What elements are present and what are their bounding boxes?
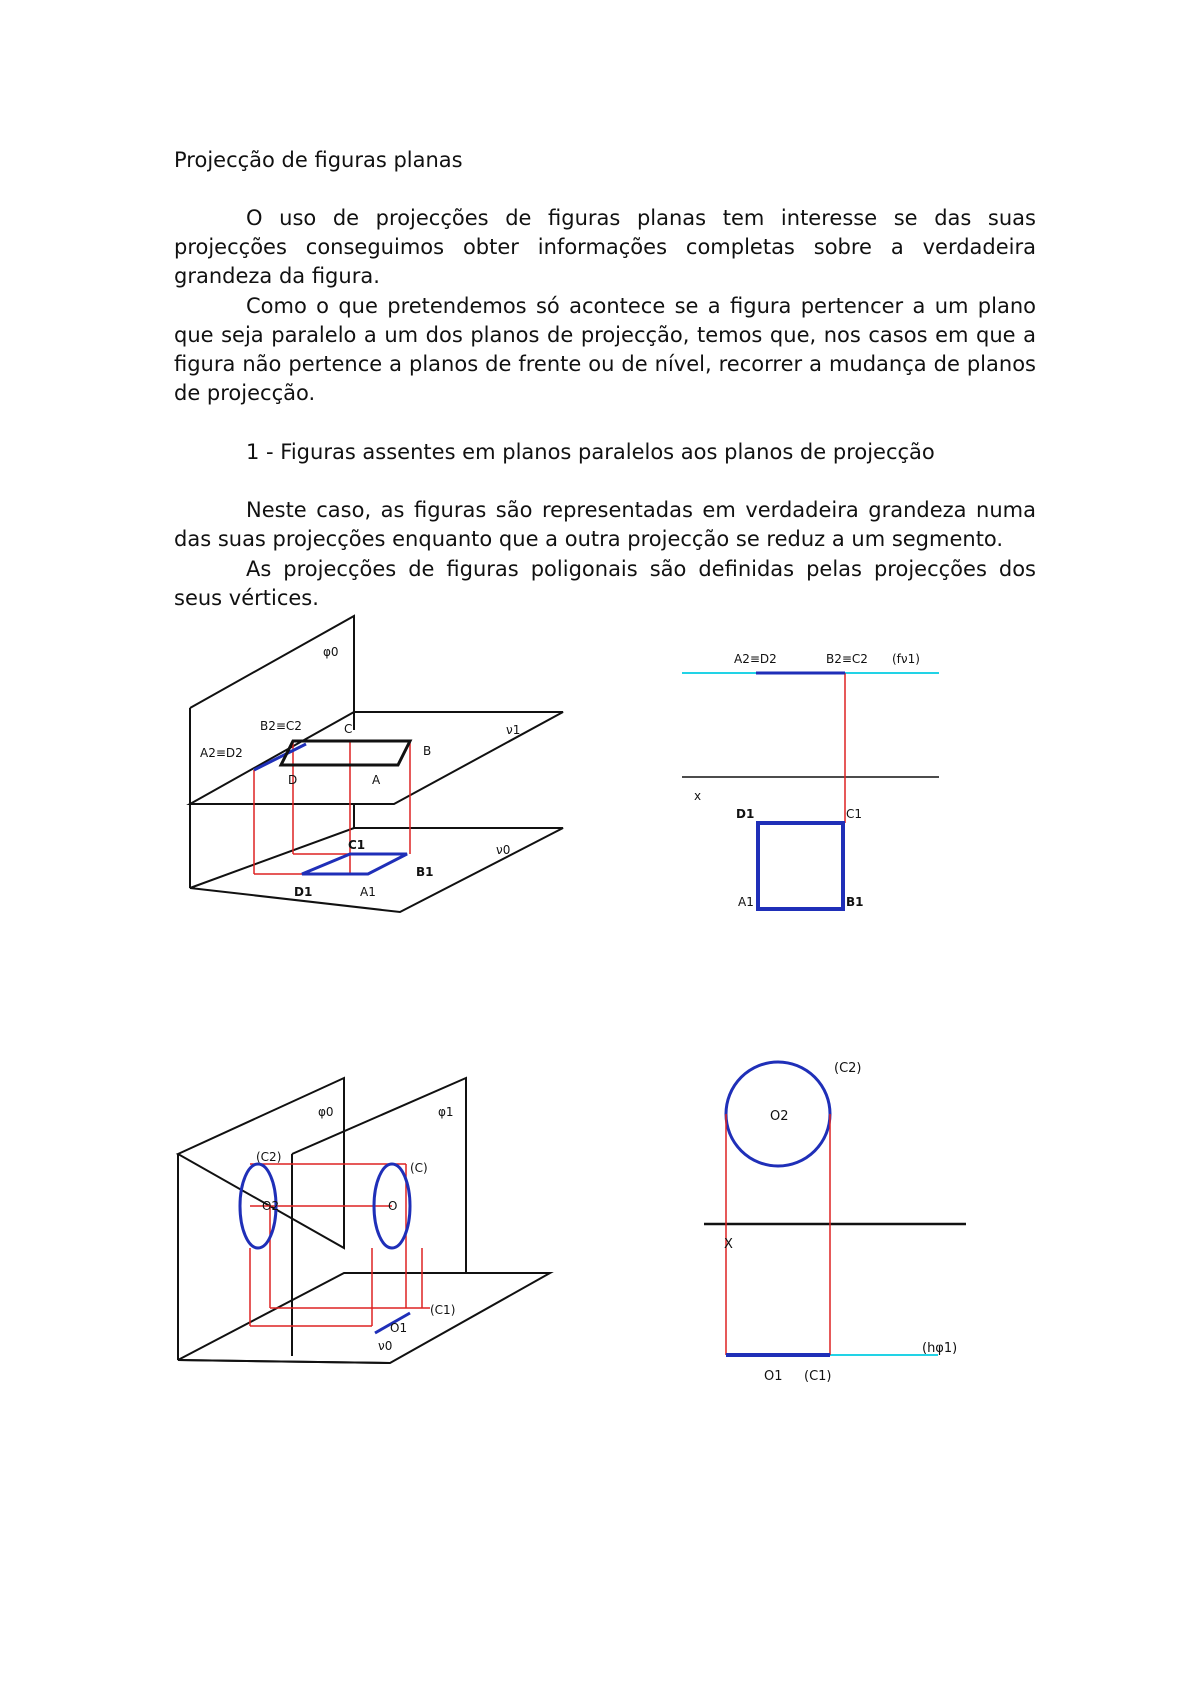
label-x: X	[724, 1237, 733, 1252]
label-nu1: ν1	[506, 723, 521, 737]
label-a2d2: A2≡D2	[734, 652, 777, 666]
label-c1: (C1)	[430, 1303, 456, 1317]
label-a1: A1	[738, 895, 754, 909]
square-horizontal-projection	[302, 854, 407, 874]
label-nu0: ν0	[496, 843, 511, 857]
paragraph-true-size: Neste caso, as figuras são representadas em verdadeira grandeza numa das suas projecções enquanto que a outra projecção se reduz a um segmento.	[174, 498, 1036, 551]
label-c: C	[344, 722, 353, 736]
label-d1: D1	[736, 807, 755, 821]
paragraph-parallel-planes: Como o que pretendemos só acontece se a figura pertencer a um plano que seja paralelo a um dos planos de projecção, temos que, nos casos em que a figura não pertence a planos de frente ou de nível, recorrer a mudança de planos de projecção.	[174, 294, 1036, 405]
section-heading: 1 - Figuras assentes em planos paralelos aos planos de projecção	[246, 440, 935, 464]
plane-edge-link	[178, 1360, 390, 1363]
label-b1: B1	[846, 895, 864, 909]
label-c1: (C1)	[804, 1369, 832, 1384]
label-nu0: ν0	[378, 1339, 393, 1353]
label-c2: (C2)	[834, 1061, 862, 1076]
label-phi0: φ0	[323, 645, 339, 659]
square-horizontal-projection	[758, 823, 843, 909]
figure-circle-orthographic	[698, 1050, 978, 1390]
label-o1: O1	[764, 1369, 783, 1384]
label-b: B	[423, 744, 432, 758]
frontal-plane-phi0	[190, 616, 354, 730]
label-x: x	[694, 789, 702, 803]
label-o1: O1	[390, 1321, 408, 1335]
figure-circle-3d	[170, 1058, 562, 1370]
label-c2: (C2)	[256, 1150, 282, 1164]
page-title: Projecção de figuras planas	[174, 148, 463, 172]
label-fnu1: (fν1)	[892, 652, 920, 666]
paragraph-intro: O uso de projecções de figuras planas tem interesse se das suas projecções conseguimos obter informações completas sobre a verdadeira grandeza da figura.	[174, 206, 1036, 288]
horizontal-plane-nu0	[178, 1273, 550, 1363]
label-c1: C1	[348, 838, 366, 852]
label-a1: A1	[360, 885, 376, 899]
label-d: D	[288, 773, 298, 787]
label-b2c2: B2≡C2	[826, 652, 868, 666]
label-a2d2: A2≡D2	[200, 746, 243, 760]
label-phi0: φ0	[318, 1105, 334, 1119]
label-phi1: φ1	[438, 1105, 454, 1119]
paragraph-polygon-vertices: As projecções de figuras poligonais são definidas pelas projecções dos seus vértices.	[174, 557, 1036, 610]
label-c1: C1	[846, 807, 863, 821]
label-d1: D1	[294, 885, 313, 899]
square-abcd	[281, 741, 410, 765]
label-b2c2: B2≡C2	[260, 719, 302, 733]
label-o2: O2	[262, 1199, 280, 1213]
label-b1: B1	[416, 865, 434, 879]
figure-square-orthographic	[664, 635, 944, 927]
label-c: (C)	[410, 1161, 428, 1175]
figure-square-3d	[178, 612, 570, 922]
label-hphi1: (hφ1)	[922, 1341, 958, 1356]
label-o2: O2	[770, 1109, 789, 1124]
label-a: A	[372, 773, 381, 787]
label-o: O	[388, 1199, 398, 1213]
